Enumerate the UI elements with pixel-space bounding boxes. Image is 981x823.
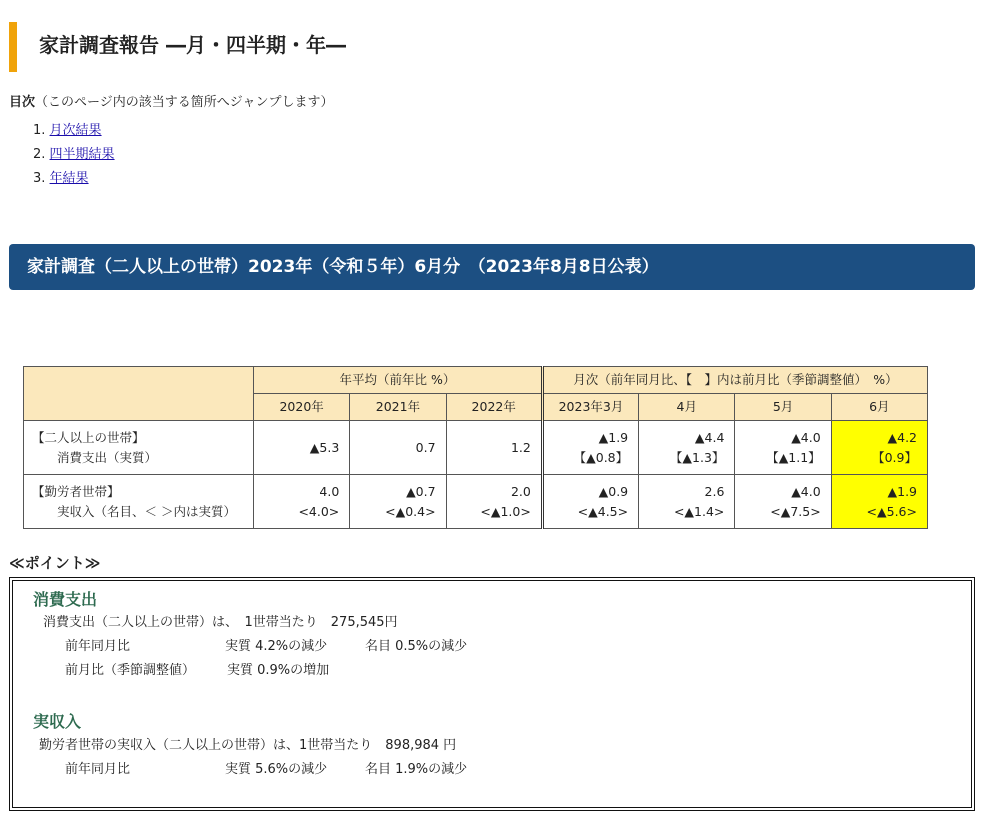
table-corner-cell (24, 367, 254, 421)
toc-item-number: 2. (33, 147, 46, 162)
table-cell (735, 475, 831, 529)
table-cell (254, 421, 350, 475)
cell-value: 2.6 (704, 483, 725, 499)
toc-link-quarterly[interactable]: 四半期結果 (49, 147, 115, 162)
column-header: 4月 (639, 394, 735, 421)
cell-subvalue: <▲1.4> (673, 503, 725, 519)
table-group-header-row (24, 367, 928, 394)
cell-subvalue: 【▲0.8】 (573, 449, 629, 465)
toc-list (9, 119, 709, 191)
income-title: 実収入 (33, 712, 82, 731)
cell-subvalue: <4.0> (298, 503, 340, 519)
column-header: 5月 (735, 394, 831, 421)
toc-link-monthly[interactable]: 月次結果 (49, 123, 102, 138)
cell-subvalue: <▲4.5> (577, 503, 629, 519)
toc-link-annual[interactable]: 年結果 (49, 171, 89, 186)
column-header: 2023年3月 (542, 394, 638, 421)
consumption-yoy-real: 実質 4.2%の減少 (225, 639, 328, 654)
table-cell (639, 475, 735, 529)
toc-item (9, 119, 709, 143)
consumption-title: 消費支出 (33, 590, 98, 609)
row-label-line2: 実収入（名目、＜ ＞内は実質） (32, 503, 236, 519)
row-label (24, 421, 254, 475)
cell-value: ▲0.9 (598, 483, 629, 499)
table-cell (350, 421, 446, 475)
row-label (24, 475, 254, 529)
cell-subvalue: 【▲1.1】 (766, 449, 821, 465)
income-summary: 勤労者世帯の実収入（二人以上の世帯）は、1世帯当たり 898,984 円 (39, 738, 457, 753)
cell-value: ▲4.0 (791, 483, 821, 499)
cell-subvalue: <▲5.6> (866, 503, 917, 519)
column-header: 2022年 (446, 394, 542, 421)
income-yoy-label: 前年同月比 (65, 762, 131, 777)
toc-item (9, 167, 709, 191)
toc-item-number: 3. (33, 171, 46, 186)
group-header-annual: 年平均（前年比 %） (254, 367, 543, 394)
cell-value: ▲5.3 (309, 439, 340, 455)
cell-value: 2.0 (510, 483, 531, 499)
cell-value: ▲1.9 (598, 429, 629, 445)
income-yoy-nominal: 名目 1.9%の減少 (365, 762, 468, 777)
consumption-yoy-nominal: 名目 0.5%の減少 (365, 639, 468, 654)
table-cell (542, 421, 638, 475)
table-cell (446, 421, 542, 475)
toc-note: （このページ内の該当する箇所へジャンプします） (35, 95, 334, 110)
cell-value: 4.0 (319, 483, 340, 499)
table-cell-highlighted (831, 475, 927, 529)
cell-subvalue: 【▲1.3】 (669, 449, 725, 465)
income-yoy-real: 実質 5.6%の減少 (225, 762, 328, 777)
cell-value: 1.2 (510, 439, 531, 455)
table-cell (735, 421, 831, 475)
column-header: 6月 (831, 394, 927, 421)
section-title-banner: 家計調査（二人以上の世帯）2023年（令和５年）6月分 （2023年8月8日公表） (9, 244, 975, 290)
cell-subvalue: <▲0.4> (385, 503, 436, 519)
table-row-income (24, 475, 928, 529)
cell-subvalue: 【0.9】 (872, 449, 917, 465)
cell-value: ▲1.9 (887, 483, 917, 499)
cell-value: ▲4.4 (694, 429, 725, 445)
points-box (9, 577, 975, 811)
cell-value: ▲4.2 (887, 429, 917, 445)
table-cell (446, 475, 542, 529)
table-cell (350, 475, 446, 529)
consumption-mom-label: 前月比（季節調整値） (65, 663, 196, 678)
cell-value: ▲4.0 (791, 429, 821, 445)
table-cell (639, 421, 735, 475)
cell-subvalue: <▲1.0> (480, 503, 531, 519)
table-of-contents (9, 93, 709, 191)
cell-value: ▲0.7 (406, 483, 436, 499)
row-label-line1: 【二人以上の世帯】 (32, 429, 145, 445)
table-row-consumption (24, 421, 928, 475)
table-cell (542, 475, 638, 529)
consumption-yoy-label: 前年同月比 (65, 639, 131, 654)
group-header-monthly: 月次（前年同月比、【 】内は前月比（季節調整値） %） (542, 367, 927, 394)
cell-value: 0.7 (415, 439, 436, 455)
cell-subvalue: <▲7.5> (770, 503, 821, 519)
toc-item-number: 1. (33, 123, 46, 138)
stats-table (23, 366, 928, 529)
toc-item (9, 143, 709, 167)
row-label-line1: 【勤労者世帯】 (32, 483, 120, 499)
consumption-summary: 消費支出（二人以上の世帯）は、 1世帯当たり 275,545円 (43, 615, 398, 630)
toc-heading (9, 93, 709, 113)
column-header: 2020年 (254, 394, 350, 421)
table-cell (254, 475, 350, 529)
points-heading: ≪ポイント≫ (9, 554, 101, 572)
consumption-mom-real: 実質 0.9%の増加 (227, 663, 330, 678)
toc-label: 目次 (9, 95, 36, 110)
page-title: 家計調査報告 ―月・四半期・年― (9, 22, 609, 72)
row-label-line2: 消費支出（実質） (32, 449, 158, 465)
table-cell-highlighted (831, 421, 927, 475)
column-header: 2021年 (350, 394, 446, 421)
